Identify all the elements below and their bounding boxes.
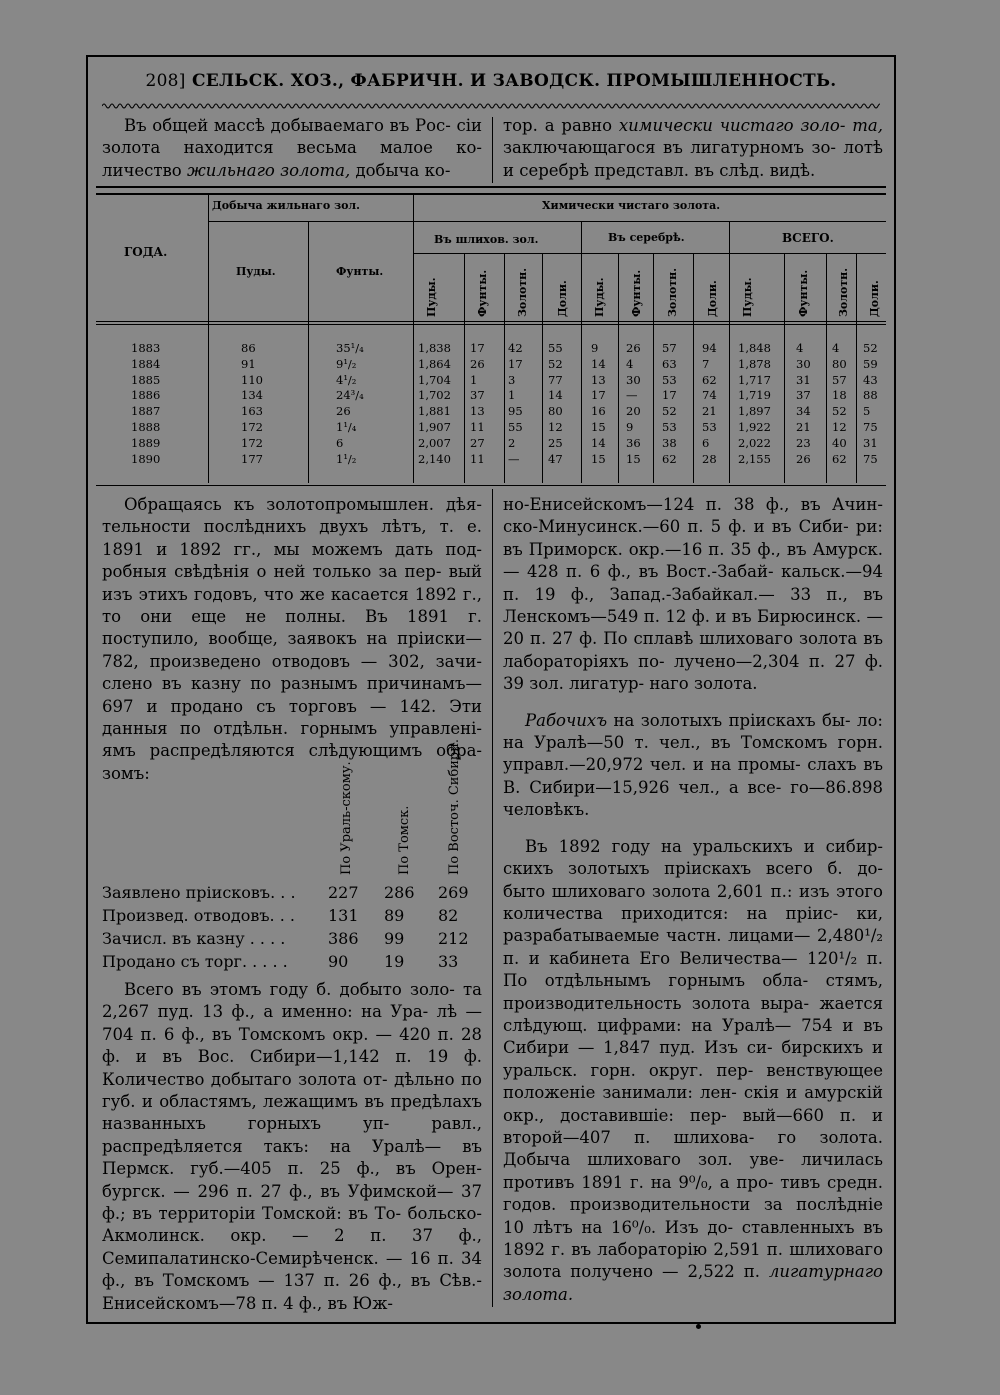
table-cell: — [508,451,520,466]
table-cell: 26 [336,404,351,419]
table-cell: 11 [470,451,485,466]
row-value: 33 [438,952,459,971]
table-cell: 80 [548,404,563,419]
text-line: кальск.—94 п. 19 ф., Запад.-Забайкал.— [503,562,883,604]
row-value: 131 [328,906,359,925]
text-line: шлиховаго золота въ лабораторіяхъ по- [503,629,884,671]
table-cell: 177 [241,451,263,466]
table-cell: 62 [832,451,847,466]
text-line: личилась противъ 1891 г. на 9⁰/₀, а про- [503,1150,883,1192]
col-head-schlich: Въ шлихов. зол. [434,233,539,246]
text-line: 37 ф.; въ территоріи Томской: въ То- [102,1181,482,1224]
table-row [96,420,886,436]
table-cell: 5 [863,404,871,419]
table-cell: 95 [508,404,523,419]
table-cell: 17 [508,356,523,371]
table-cell: 30 [796,356,811,371]
col-head-silver: Въ серебрѣ. [608,231,685,244]
text-line: Въ общей массѣ добываемаго въ Рос- [124,116,451,135]
text-line: го—86.898 человѣкъ. [503,777,883,820]
text-line: та 2,267 пуд. 13 ф., а именно: на Ура- [102,980,482,1022]
table-cell: 88 [863,388,878,403]
table-cell: 35¹/₄ [336,341,364,355]
text-line: 420 п. 28 ф. и въ Вос. Сибири—1,142 п. [102,1024,482,1067]
table-cell: 172 [241,435,263,450]
table-cell: 26 [796,451,811,466]
col-head-total: ВСЕГО. [782,231,834,245]
page-number: 208] [145,71,186,91]
table-cell: 55 [548,341,563,355]
row-value: 82 [438,906,459,925]
text-line: ри: въ Приморск. окр.—16 п. 35 ф., въ [503,517,883,559]
table-cell: 1,878 [738,356,771,371]
table-cell: 21 [796,420,811,434]
table-cell: 94 [702,341,717,355]
subhead-0: Пуды. [593,277,606,317]
intro-left [102,115,482,182]
text-line: скихъ золотыхъ пріискахъ всего б. до- [503,859,883,879]
text-line: 33 п., въ Ленскомъ—549 п. 12 ф. и въ [503,584,883,627]
table-cell: 1887 [131,404,161,419]
text-line: въ Пермск. губ.—405 п. 25 ф., въ Орен- [102,1136,482,1179]
table-top-rule [96,186,886,188]
text-line: ставленныхъ въ 1892 г. въ лабораторію [503,1217,883,1259]
text-line: 754 и въ Сибири — 1,847 пуд. Изъ си- [503,1015,883,1058]
table-cell: 1¹/₂ [336,451,357,466]
paragraph [503,836,883,1307]
text-line: Въ 1892 году на уральскихъ и сибир- [525,836,883,856]
text-line: наго золота. [649,674,758,694]
table-cell: 1884 [131,356,161,371]
table-cell: 14 [591,435,606,450]
text-line: Бирюсинск. — 20 п. 27 ф. По сплавѣ [503,607,883,649]
row-value: 386 [328,929,359,948]
table-cell: 172 [241,420,263,434]
text-line: зомъ: [102,763,150,783]
text-line: ско-Минусинск.—60 п. 5 ф. и въ Сиби- [503,517,856,537]
table-cell: 40 [832,435,847,450]
table-cell: 55 [508,420,523,434]
table-cell: 37 [796,388,811,403]
table-cell: 26 [626,341,641,355]
table-cell: 1,848 [738,341,771,355]
table-cell: 59 [863,356,878,371]
text-line: 2,591 п. шлиховаго золота получено — [503,1240,883,1282]
row-value: 286 [384,883,415,902]
text-line: Амурск. — 428 п. 6 ф., въ Вост.-Забай- [503,539,883,582]
table-cell: 16 [591,404,606,419]
table-cell: 75 [863,420,878,434]
text-italic: химически чистаго золо- [618,116,846,135]
text-line: тельности послѣднихъ двухъ лѣтъ, т. е. [102,517,482,537]
text-line: 19 ф. Количество добытаго золота от- [102,1047,482,1089]
wavy-divider [102,101,880,111]
row-label: Продано съ торг. . . . . [102,952,288,971]
table-cell: 7 [702,356,710,371]
table-cell: 1888 [131,420,161,434]
table-cell: 1,864 [418,356,451,371]
table-cell: 23 [796,435,811,450]
table-cell: 1,922 [738,420,771,434]
column-rule [492,489,493,1307]
col-head-vein-funts: Фунты. [336,265,384,278]
intro-right [503,115,883,182]
table-cell: 1885 [131,372,161,387]
table-cell: 163 [241,404,263,419]
table-cell: 1¹/₄ [336,420,357,434]
text-line: горн. управл.—20,972 чел. и на промы- [503,733,883,775]
head-tomsk: По Томск. [397,805,412,875]
subhead-1: Фунты. [630,269,643,317]
table-cell: 9¹/₂ [336,356,357,371]
right-column [503,494,883,1306]
table-cell: 17 [591,388,606,403]
table-cell: 1,897 [738,404,771,419]
table-cell: 1889 [131,435,161,450]
text-line: 2,480¹/₂ п. и кабинета Его Величества— [503,926,883,968]
text-line: 2,522 п. [687,1262,769,1282]
text-line: лучено—2,304 п. 27 ф. 39 зол. лигатур- [503,651,883,694]
text-line: слахъ въ В. Сибири—15,926 чел., а все- [503,755,883,797]
text-line: ки, разрабатываемые частн. лицами— [503,903,883,946]
table-cell: 9 [591,341,599,355]
row-value: 269 [438,883,469,902]
text-line: 782, произведено отводовъ — 302, зачи- [102,651,482,671]
table-cell: 6 [336,435,344,450]
paragraph [503,710,883,822]
subhead-2: Золотн. [666,267,679,317]
table-cell: 1,704 [418,372,451,387]
table-cell: 1886 [131,388,161,403]
text-line: заключающагося въ лигатурномъ зо- [503,138,836,158]
text-line: 1892 г., то они еще не полны. Въ 1891 г. [102,584,482,627]
table-cell: 15 [626,451,641,466]
text-line: 1891 и 1892 гг., мы можемъ дать под- [102,539,482,559]
row-value: 90 [328,952,349,971]
text-line: но-Енисейскомъ—124 п. 38 ф., въ Ачин- [503,495,883,514]
table-cell: 57 [662,341,677,355]
text-line: слено въ казну по разнымъ причинамъ— [102,674,482,694]
text-line: Семипалатинско-Семирѣченск. — 16 п. [102,1248,461,1268]
table-cell: 1,838 [418,341,451,355]
table-cell: 53 [662,420,677,434]
text-line: личество [102,160,187,180]
table-cell: 86 [241,341,256,355]
table-cell: 27 [470,435,485,450]
table-cell: 13 [470,404,485,419]
table-cell: 57 [832,372,847,387]
table-cell: 28 [702,451,717,466]
table-cell: 6 [702,435,710,450]
text-line: стямъ, производительность золота выра- [503,971,883,1013]
table-cell: 31 [863,435,878,450]
table-cell: 74 [702,388,717,403]
text-line: быто шлиховаго золота 2,601 п.: изъ [503,881,837,901]
text-line: этого количества приходится: на пріис- [503,881,883,923]
table-cell: 14 [591,356,606,371]
subhead-3: Доли. [706,280,719,317]
table-cell: 63 [662,356,677,371]
row-value: 89 [384,906,405,925]
table-cell: 34 [796,404,811,419]
text-line: сіи золота находится весьма малое ко- [102,116,482,158]
text-line: ямъ распредѣляются слѣдующимъ обра- [102,741,482,761]
table-cell: 18 [832,388,847,403]
table-cell: 1,881 [418,404,451,419]
column-rule [492,117,493,183]
row-value: 212 [438,929,469,948]
running-title: СЕЛЬСК. ХОЗ., ФАБРИЧН. И ЗАВОДСК. ПРОМЫШЛЕННОСТЬ. [191,71,837,91]
table-cell: 52 [662,404,677,419]
text-line: добыча ко- [350,160,451,180]
text-line: поступило, вообще, заявокъ на пріиски— [102,629,482,649]
table-cell: 14 [548,388,563,403]
table-cell: 4 [796,341,804,355]
table-cell: 1,717 [738,372,771,387]
subhead-2: Золотн. [837,267,850,317]
table-cell: 11 [470,420,485,434]
table-cell: 52 [863,341,878,355]
table-row [96,452,886,468]
text-line: за послѣдніе 10 лѣтъ на 16⁰/₀. Изъ до- [503,1195,883,1237]
subhead-1: Фунты. [797,269,810,317]
table-cell: 17 [470,341,485,355]
table-row [96,436,886,452]
row-value: 19 [384,952,405,971]
paragraph [102,979,482,1315]
page [86,55,896,1324]
left-column-2 [102,979,482,1315]
row-label: Заявлено пріисковъ. . . [102,883,296,902]
text-line: Обращаясь къ золотопромышлен. дѣя- [124,495,482,514]
text-line: лѣ — 704 п. 6 ф., въ Томскомъ окр. — [102,1002,482,1044]
subhead-0: Пуды. [741,277,754,317]
table-cell: 15 [591,451,606,466]
text-line: въ предѣлахъ названныхъ горныхъ уп- [102,1092,483,1134]
row-label: Зачисл. въ казну . . . . [102,929,286,948]
table-cell: 17 [662,388,677,403]
table-cell: 1 [470,372,478,387]
text-line: бургск. — 296 п. 27 ф., въ Уфимской— [102,1181,461,1201]
table-cell: 12 [832,420,847,434]
table-cell: 1,702 [418,388,451,403]
table-cell: 2 [508,435,516,450]
subhead-0: Пуды. [425,277,438,317]
head-ural: По Ураль-скому. [339,761,354,875]
table-cell: 62 [662,451,677,466]
table-cell: 30 [626,372,641,387]
table-row [96,373,886,389]
text-line: тор. а равно [503,116,619,135]
table-cell: 20 [626,404,641,419]
head-east-siberia: По Восточ. Сибири. [447,738,462,875]
col-head-vein-puds: Пуды. [236,265,276,278]
text-line: данныя по отдѣльн. горнымъ управлені- [102,719,482,739]
subhead-2: Золотн. [516,267,529,317]
table-cell: 21 [702,404,717,419]
table-cell: 37 [470,388,485,403]
col-head-chem: Химически чистаго золота. [542,199,721,212]
text-italic: та, [852,116,883,135]
row-value: 99 [384,929,405,948]
subhead-3: Доли. [556,280,569,317]
table-cell: 4 [626,356,634,371]
table-cell: 12 [548,420,563,434]
table-cell: 47 [548,451,563,466]
table-bottom-rule [96,485,886,486]
text-line: тивъ средн. годов. производительности [503,1172,883,1215]
table-cell: 62 [702,372,717,387]
page-header [88,71,894,91]
table-cell: 1890 [131,451,161,466]
col-head-vein: Добыча жильнаго зол. [212,199,361,212]
table-cell: 77 [548,372,563,387]
text-line: лотѣ и серебрѣ представл. въ слѣд. видѣ. [503,138,883,180]
table-cell: 2,022 [738,435,771,450]
row-value: 227 [328,883,359,902]
table-cell: 80 [832,356,847,371]
text-line: Всего въ этомъ году б. добыто золо- [124,980,464,999]
text-line: скія и амурскій окр., доставившіе: пер- [503,1083,883,1125]
table-cell: 42 [508,341,523,355]
table-cell: 24³/₄ [336,388,364,403]
table-cell: 25 [548,435,563,450]
table-cell: 1883 [131,341,161,355]
text-italic: жильнаго золота, [187,160,351,180]
table-row [96,388,886,404]
left-column [102,494,482,785]
paragraph [503,494,883,696]
table-row [96,357,886,373]
table-cell: 38 [662,435,677,450]
table-row [96,341,886,357]
text-italic: Рабочихъ [525,710,608,730]
table-cell: 31 [796,372,811,387]
table-cell: 43 [863,372,878,387]
text-line: больско-Акмолинск. окр. — 2 п. 37 ф., [102,1204,482,1246]
text-line: жается слѣдующ. цифрами: на Уралѣ— [503,993,883,1035]
table-cell: 134 [241,388,263,403]
table-cell: 53 [702,420,717,434]
table-cell: — [626,388,638,403]
table-cell: 26 [470,356,485,371]
subhead-3: Доли. [868,280,881,317]
text-italic: лигатурнаго золота. [503,1262,883,1304]
text-line: Сѣв.-Енисейскомъ—78 п. 4 ф., въ Юж- [102,1271,482,1313]
text-line: 697 и продано съ торговъ — 142. Эти [102,696,482,716]
table-cell: 1,719 [738,388,771,403]
text-line: на золотыхъ пріискахъ бы- [607,710,858,730]
text-line: бирскихъ и уральск. горн. округ. пер- [503,1038,883,1080]
table-cell: 110 [241,372,263,387]
subhead-1: Фунты. [476,269,489,317]
table-cell: 2,155 [738,451,771,466]
table-cell: 75 [863,451,878,466]
table-cell: 4 [832,341,840,355]
text-line: вый изъ этихъ годовъ, что же касается [102,562,482,604]
ink-dot [696,1324,701,1329]
table-cell: 1,907 [418,420,451,434]
text-line: робныя свѣдѣнія о ней только за пер- [102,562,449,582]
table-cell: 52 [548,356,563,371]
table-cell: 13 [591,372,606,387]
col-head-year: ГОДА. [124,245,168,259]
table-cell: 2,140 [418,451,451,466]
gold-table [96,193,886,483]
text-line: венствующее положеніе занимали: лен- [503,1060,883,1103]
text-line: ло: на Уралѣ—50 т. чел., въ Томскомъ [503,710,883,753]
table-cell: 9 [626,420,634,434]
table-cell: 4¹/₂ [336,372,357,387]
text-line: 34 ф., въ Томскомъ — 137 п. 26 ф., въ [102,1248,482,1291]
table-cell: 91 [241,356,256,371]
paragraph [102,494,482,785]
table-cell: 36 [626,435,641,450]
text-line: дѣльно по губ. и областямъ, лежащимъ [102,1069,482,1112]
table-row [96,404,886,420]
table-cell: 2,007 [418,435,451,450]
text-line: вый—660 п. и второй—407 п. шлихова- [503,1105,883,1147]
table-cell: 3 [508,372,516,387]
table-cell: 15 [591,420,606,434]
text-line: го золота. Добыча шлиховаго зол. уве- [503,1127,883,1170]
table-cell: 52 [832,404,847,419]
table-cell: 1 [508,388,516,403]
row-label: Произвед. отводовъ. . . [102,906,295,925]
text-line: равл., распредѣляется такъ: на Уралѣ— [102,1114,482,1156]
text-line: 120¹/₂ п. По отдѣльнымъ горнымъ обла- [503,948,883,991]
table-cell: 53 [662,372,677,387]
